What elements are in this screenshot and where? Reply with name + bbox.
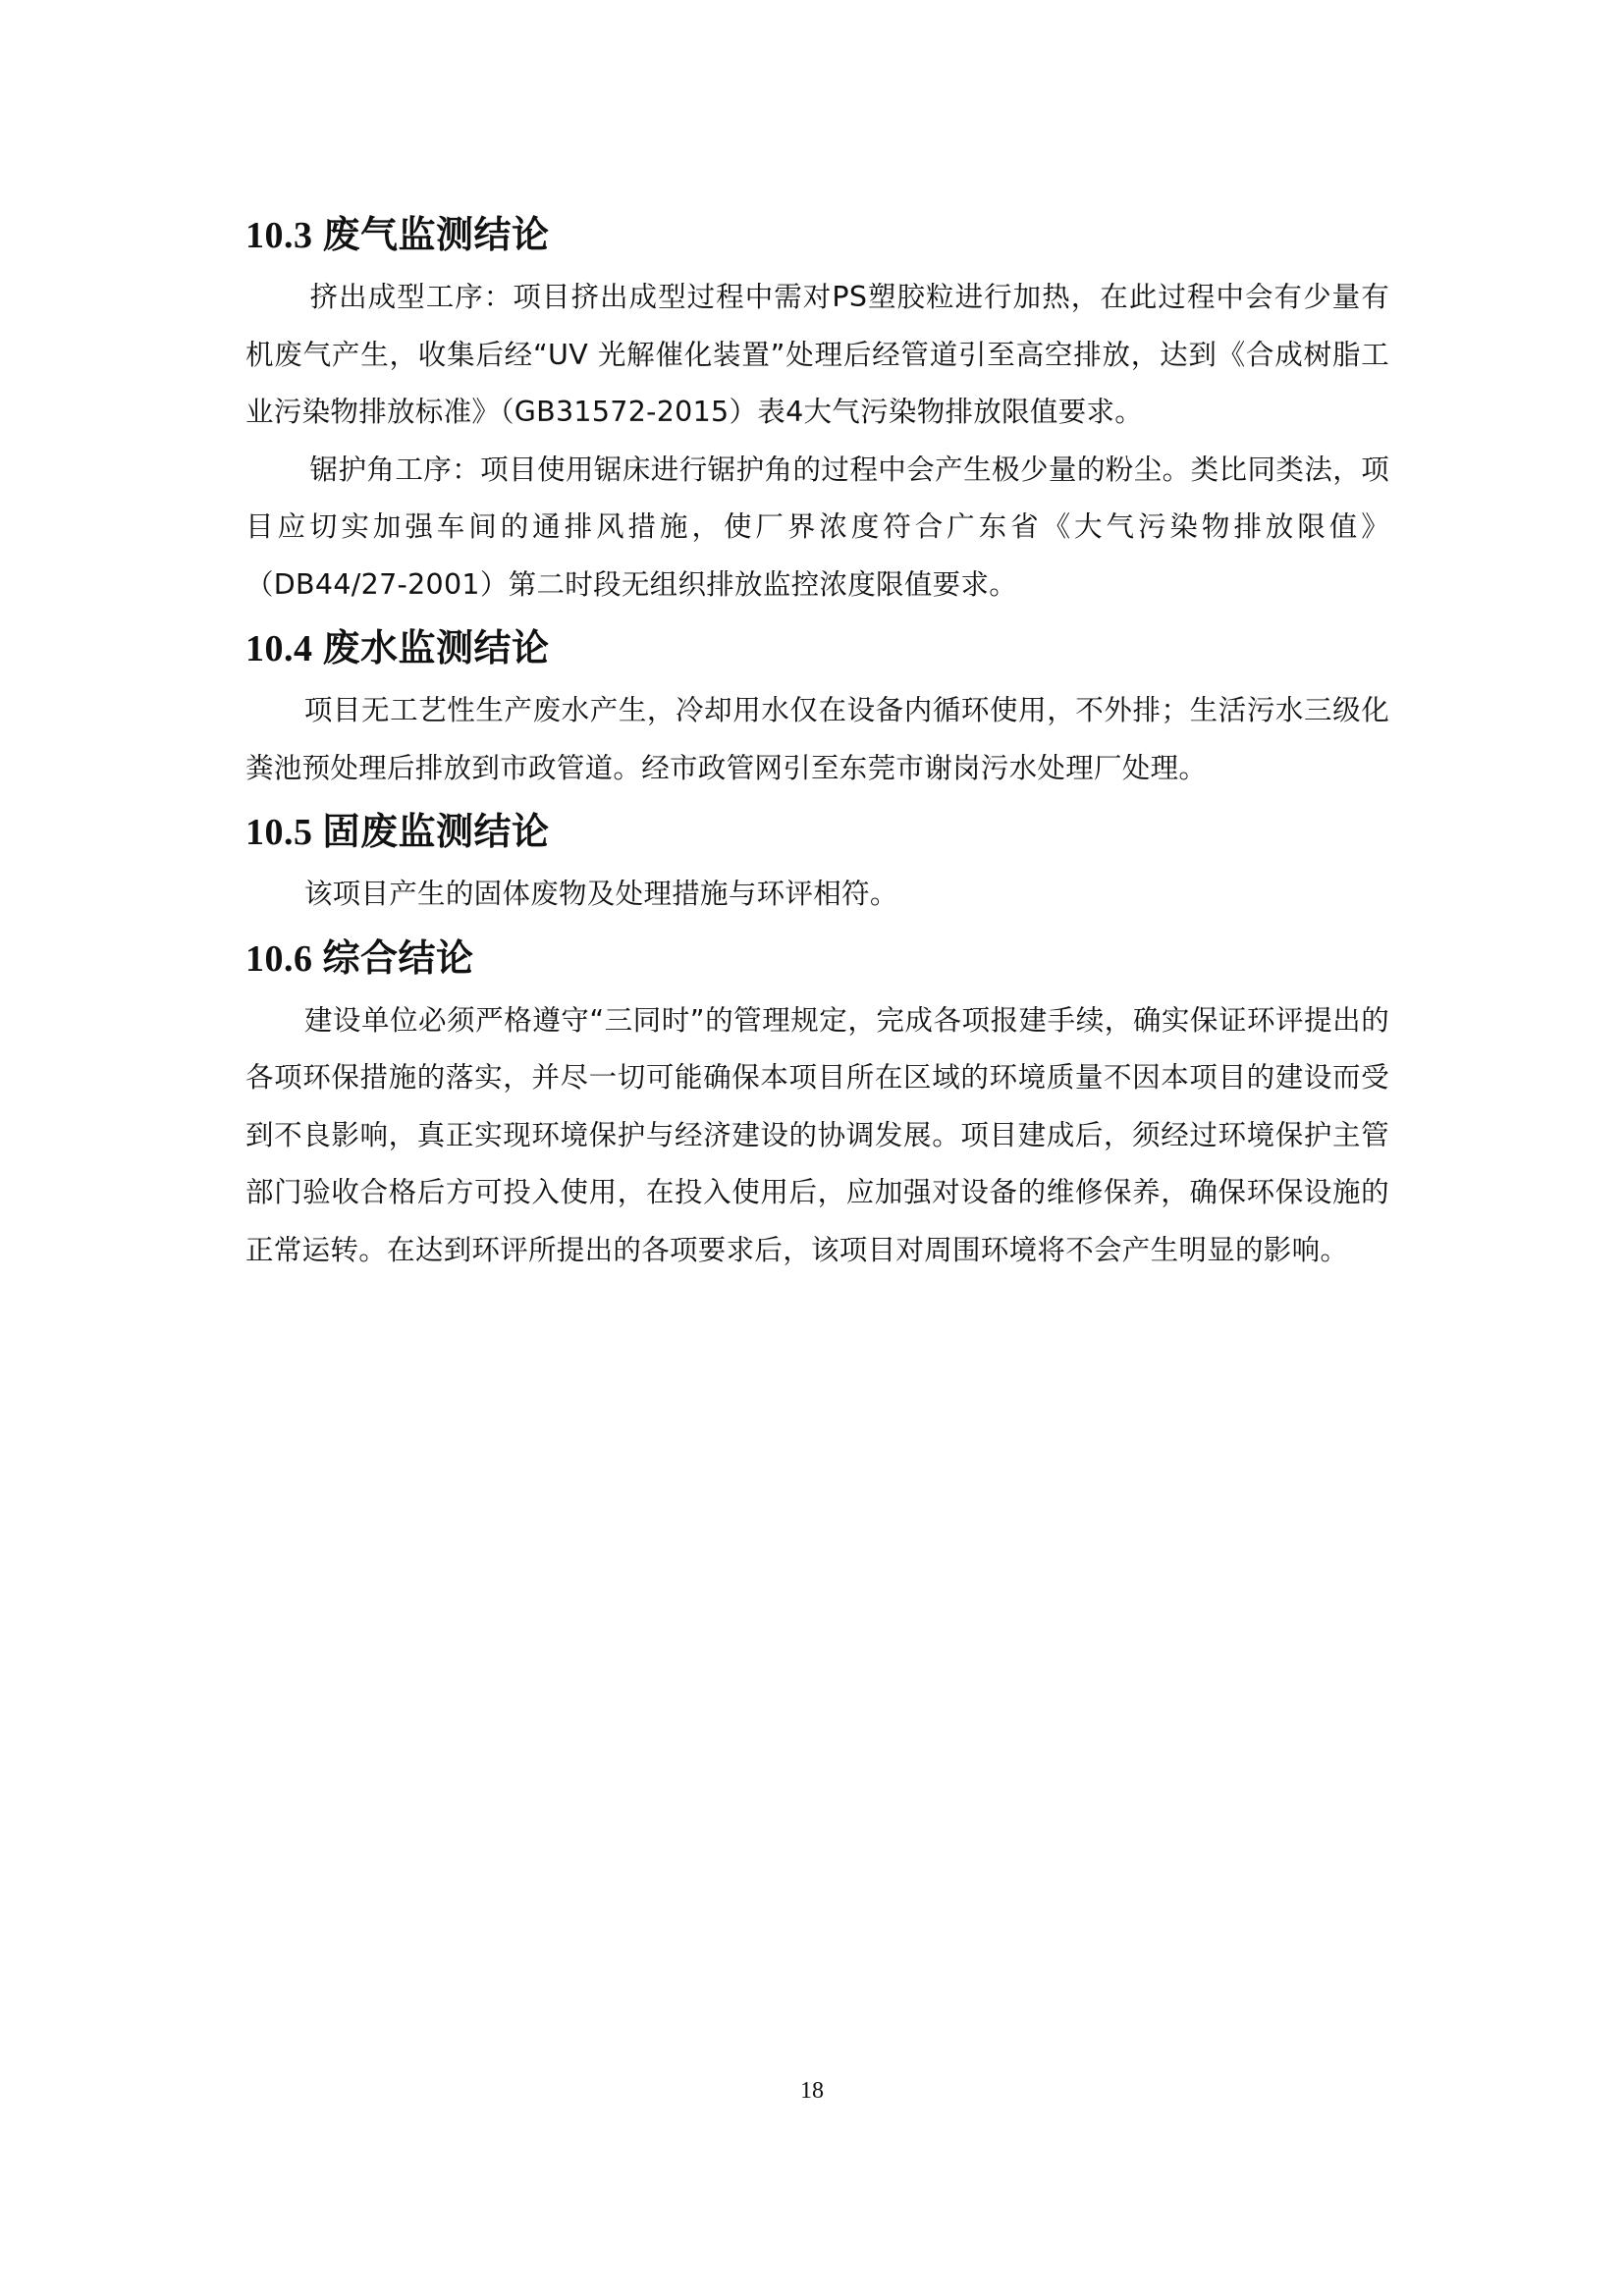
section-wastewater-conclusion <box>245 619 1389 797</box>
section-heading: 10.4 废水监测结论 <box>245 628 550 669</box>
section-exhaust-gas-conclusion <box>245 206 1389 614</box>
document-page <box>245 206 1389 1285</box>
paragraph-saw-corner-process: 锯护角工序：项目使用锯床进行锯护角的过程中会产生极少量的粉尘。类比同类法，项目应切实加强车间的通排风措施，使厂界浓度符合广东省《大气污染物排放限值》（DB44/27-2001）第二时段无组织排放监控浓度限值要求。 <box>245 453 1389 601</box>
section-overall-conclusion <box>245 930 1389 1280</box>
section-solid-waste-conclusion <box>245 803 1389 924</box>
paragraph-extrusion-process: 挤出成型工序：项目挤出成型过程中需对PS塑胶粒进行加热，在此过程中会有少量有机废气产生，收集后经“UV 光解催化装置”处理后经管道引至高空排放，达到《合成树脂工业污染物排放标准》（GB31572-2015）表4大气污染物排放限值要求。 <box>245 281 1389 428</box>
paragraph-solid-waste: 该项目产生的固体废物及处理措施与环评相符。 <box>303 878 898 910</box>
section-heading: 10.5 固废监测结论 <box>245 812 550 853</box>
section-heading: 10.6 综合结论 <box>245 937 474 980</box>
section-heading: 10.3 废气监测结论 <box>245 215 550 256</box>
paragraph-wastewater: 项目无工艺性生产废水产生，冷却用水仅在设备内循环使用，不外排；生活污水三级化粪池预处理后排放到市政管道。经市政管网引至东莞市谢岗污水处理厂处理。 <box>245 694 1389 784</box>
page-number: 18 <box>800 2078 824 2104</box>
paragraph-overall-conclusion: 建设单位必须严格遵守“三同时”的管理规定，完成各项报建手续，确实保证环评提出的各项环保措施的落实，并尽一切可能确保本项目所在区域的环境质量不因本项目的建设而受到不良影响，真正实现环境保护与经济建设的协调发展。项目建成后，须经过环境保护主管部门验收合格后方可投入使用，在投入使用后，应加强对设备的维修保养，确保环保设施的正常运转。在达到环评所提出的各项要求后，该项目对周围环境将不会产生明显的影响。 <box>245 1003 1389 1266</box>
